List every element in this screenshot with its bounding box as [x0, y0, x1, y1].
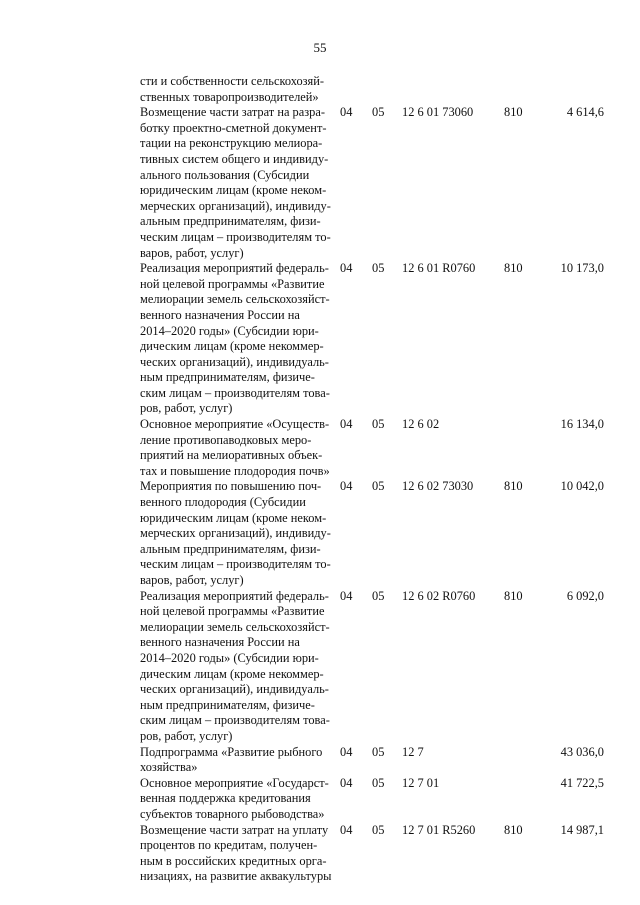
item-name-line: ной целевой программы «Развитие [140, 276, 325, 291]
target-article-code: 12 6 01 73060 [402, 105, 474, 120]
item-name-line: сти и собственности сельскохозяй- [140, 74, 325, 88]
expense-type-code: 810 [504, 261, 523, 276]
item-name-line: субъектов товарного рыбоводства» [140, 806, 325, 821]
section-code: 04 [340, 105, 353, 120]
table-row [140, 745, 604, 776]
item-name-line: венного назначения России на [140, 307, 300, 322]
item-name-line: варов, работ, услуг) [140, 573, 244, 587]
target-article-code: 12 7 01 [402, 775, 440, 790]
amount: 41 722,5 [560, 775, 604, 790]
section-code: 04 [340, 417, 353, 432]
table-row [140, 74, 604, 105]
item-name-line: венного назначения России на [140, 635, 300, 650]
item-name-line: Возмещение части затрат на разра- [140, 105, 325, 120]
target-article-code: 12 6 02 R0760 [402, 588, 476, 603]
subsection-code: 05 [372, 744, 385, 759]
item-name-line: мелиорации земель сельскохозяйст- [140, 619, 330, 634]
budget-table-body [140, 74, 604, 885]
table-row [140, 589, 604, 745]
item-name-line: ной целевой программы «Развитие [140, 604, 325, 619]
table-row [140, 776, 604, 823]
section-code: 04 [340, 822, 353, 837]
section-code: 04 [340, 261, 353, 276]
item-name-line: Подпрограмма «Развитие рыбного [140, 744, 323, 759]
item-name-line: ским лицам – производителям това- [140, 713, 330, 728]
item-name-line: ческим лицам – производителям то- [140, 229, 331, 244]
item-name-line: ческим лицам – производителям то- [140, 557, 331, 572]
subsection-code: 05 [372, 105, 385, 120]
item-name-line: Реализация мероприятий федераль- [140, 261, 329, 276]
item-name-line: дическим лицам (кроме некоммер- [140, 666, 324, 681]
amount: 16 134,0 [560, 417, 604, 432]
amount: 6 092,0 [566, 588, 604, 603]
target-article-code: 12 6 02 [402, 417, 440, 432]
item-name-line: варов, работ, услуг) [140, 245, 244, 260]
item-name-line: альным предпринимателям, физи- [140, 214, 321, 229]
budget-table [140, 74, 604, 885]
table-row [140, 261, 604, 417]
subsection-code: 05 [372, 588, 385, 603]
item-name-line: мерческих организаций), индивиду- [140, 198, 331, 213]
amount: 4 614,6 [566, 105, 604, 120]
item-name [140, 261, 340, 417]
item-name [140, 823, 340, 885]
target-article-code: 12 6 01 R0760 [402, 261, 476, 276]
item-name-line: Реализация мероприятий федераль- [140, 588, 329, 603]
amount: 43 036,0 [560, 744, 604, 759]
item-name [140, 74, 340, 105]
item-name [140, 417, 340, 479]
section-code: 04 [340, 588, 353, 603]
item-name-line: 2014–2020 годы» (Субсидии юри- [140, 323, 319, 338]
table-row [140, 479, 604, 588]
section-code: 04 [340, 775, 353, 790]
section-code: 04 [340, 744, 353, 759]
item-name-line: ным предпринимателям, физиче- [140, 370, 315, 385]
item-name-line: ального пользования (Субсидии [140, 167, 310, 182]
item-name-line: мелиорации земель сельскохозяйст- [140, 292, 330, 307]
item-name-line: ным в российских кредитных орга- [140, 853, 327, 868]
expense-type-code: 810 [504, 479, 523, 494]
target-article-code [402, 74, 504, 105]
item-name-line: венная поддержка кредитования [140, 791, 311, 806]
item-name-line: ров, работ, услуг) [140, 728, 233, 743]
item-name-line: ным предпринимателям, физиче- [140, 697, 315, 712]
subsection-code: 05 [372, 261, 385, 276]
expense-type-code: 810 [504, 822, 523, 837]
item-name-line: дическим лицам (кроме некоммер- [140, 339, 324, 354]
item-name-line: юридическим лицам (кроме неком- [140, 510, 327, 525]
item-name-line: альным предпринимателям, физи- [140, 541, 321, 556]
amount: 14 987,1 [560, 822, 604, 837]
item-name-line: ров, работ, услуг) [140, 401, 233, 416]
expense-type-code [504, 745, 544, 776]
item-name-line: ческих организаций), индивидуаль- [140, 682, 329, 697]
subsection-code [372, 74, 402, 105]
item-name-line: тах и повышение плодородия почв» [140, 463, 330, 478]
item-name-line: 2014–2020 годы» (Субсидии юри- [140, 650, 319, 665]
item-name-line: тации на реконструкцию мелиора- [140, 136, 323, 151]
page-number: 55 [313, 40, 327, 55]
item-name [140, 745, 340, 776]
expense-type-code: 810 [504, 105, 523, 120]
item-name-line: ботку проектно-сметной документ- [140, 120, 327, 135]
item-name [140, 776, 340, 823]
item-name [140, 589, 340, 745]
item-name-line: ским лицам – производителям това- [140, 385, 330, 400]
item-name-line: юридическим лицам (кроме неком- [140, 183, 327, 198]
subsection-code: 05 [372, 417, 385, 432]
item-name-line: Основное мероприятие «Осуществ- [140, 417, 330, 432]
item-name-line: мерческих организаций), индивиду- [140, 526, 331, 541]
item-name-line: тивных систем общего и индивиду- [140, 151, 329, 166]
subsection-code: 05 [372, 479, 385, 494]
amount: 10 173,0 [560, 261, 604, 276]
item-name-line: ственных товаропроизводителей» [140, 89, 319, 104]
item-name-line: Возмещение части затрат на уплату [140, 822, 329, 837]
table-row [140, 417, 604, 479]
expense-type-code [504, 417, 544, 479]
section-code: 04 [340, 479, 353, 494]
expense-type-code: 810 [504, 588, 523, 603]
table-row [140, 105, 604, 261]
item-name-line: низациях, на развитие аквакультуры [140, 869, 332, 884]
item-name-line: процентов по кредитам, получен- [140, 838, 318, 853]
item-name-line: приятий на мелиоративных объек- [140, 448, 323, 463]
expense-type-code [504, 74, 544, 105]
expense-type-code [504, 776, 544, 823]
target-article-code: 12 6 02 73030 [402, 479, 474, 494]
table-row [140, 823, 604, 885]
subsection-code: 05 [372, 775, 385, 790]
item-name [140, 479, 340, 588]
subsection-code: 05 [372, 822, 385, 837]
item-name [140, 105, 340, 261]
item-name-line: ление противопаводковых меро- [140, 432, 312, 447]
section-code [340, 74, 372, 105]
target-article-code: 12 7 01 R5260 [402, 822, 476, 837]
item-name-line: венного плодородия (Субсидии [140, 495, 306, 510]
item-name-line: Основное мероприятие «Государст- [140, 775, 329, 790]
item-name-line: Мероприятия по повышению поч- [140, 479, 322, 494]
amount [544, 74, 604, 105]
item-name-line: хозяйства» [140, 760, 198, 775]
target-article-code: 12 7 [402, 744, 424, 759]
amount: 10 042,0 [560, 479, 604, 494]
item-name-line: ческих организаций), индивидуаль- [140, 354, 329, 369]
